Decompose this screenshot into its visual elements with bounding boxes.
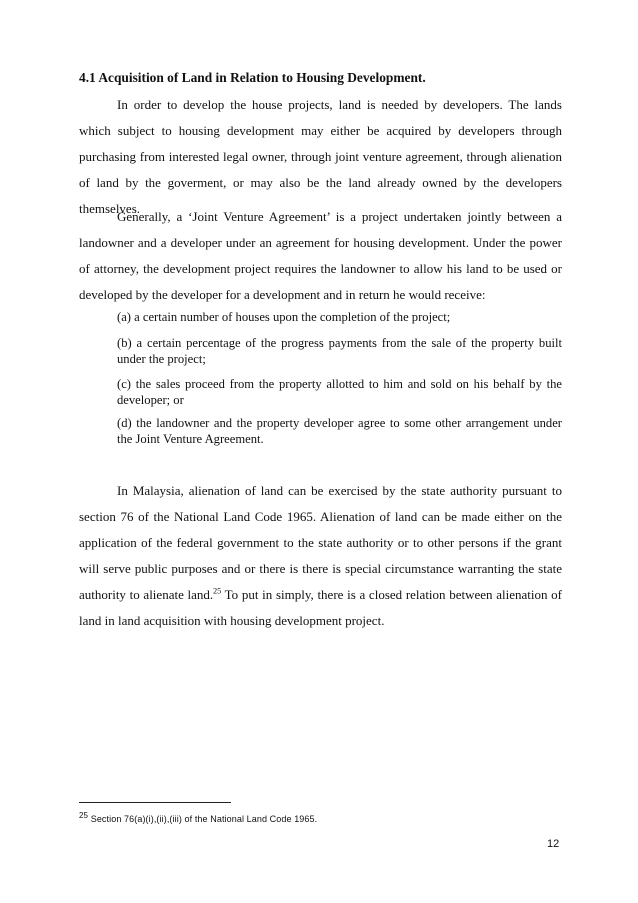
paragraph-alienation-main: In Malaysia, alienation of land can be exercised by the state authority pursuant to section 76 of the National Land Code 1965. Alienation of land can be made either on the application of the federal government to the state authority or to other persons if the grant will serve public purposes and or there is there is special circumstance warranting the state authority to alienate land. xyxy=(79,483,562,602)
paragraph-joint-venture: Generally, a ‘Joint Venture Agreement’ is a project undertaken jointly between a landowner and a developer under an agreement for housing development. Under the power of attorney, the development project requires the landowner to allow his land to be used or developed by the developer for a development and in return he would receive: xyxy=(79,209,562,302)
paragraph-alienation-tail: To put in simply, there is a closed relation between alienation of land in land acquisition with housing development project. xyxy=(79,587,563,628)
footnote-reference: 25 xyxy=(213,586,222,596)
footnote-divider xyxy=(79,802,231,803)
page-number: 12 xyxy=(547,838,560,850)
section-heading: 4.1 Acquisition of Land in Relation to Housing Development. xyxy=(79,70,426,85)
list-item-a: (a) a certain number of houses upon the completion of the project; xyxy=(117,310,451,324)
paragraph-alienation xyxy=(79,478,562,634)
footnote xyxy=(79,811,318,824)
list-item-d: (d) the landowner and the property developer agree to some other arrangement under the Joint Venture Agreement. xyxy=(117,416,562,446)
list-item-c: (c) the sales proceed from the property allotted to him and sold on his behalf by the developer; or xyxy=(117,377,562,407)
footnote-text: Section 76(a)(i),(ii),(iii) of the National Land Code 1965. xyxy=(88,814,318,824)
list-item-b: (b) a certain percentage of the progress payments from the sale of the property built under the project; xyxy=(117,336,562,366)
paragraph-land-needed: In order to develop the house projects, land is needed by developers. The lands which subject to housing development may either be acquired by developers through purchasing from interested legal owner, through joint venture agreement, through alienation of land by the goverment, or may also be the land already owned by the developers themselves. xyxy=(79,97,562,216)
footnote-number: 25 xyxy=(79,811,89,820)
